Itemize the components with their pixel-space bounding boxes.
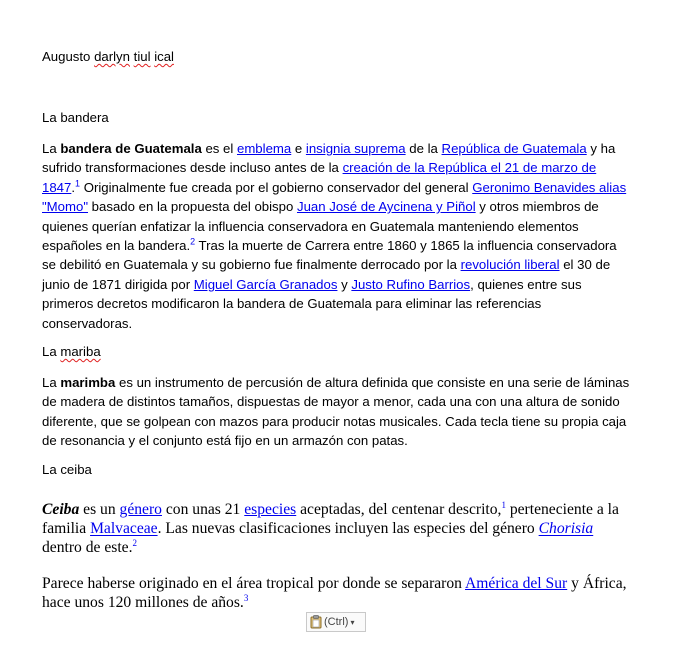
heading-mariba: La mariba [42, 344, 101, 359]
author-surname2-squiggle: ical [154, 49, 174, 64]
author-first-name: Augusto [42, 49, 95, 64]
link-aycinena[interactable]: Juan José de Aycinena y Piñol [296, 199, 476, 215]
footnote-ref[interactable]: 2 [132, 538, 137, 549]
footnote-ref[interactable]: 1 [75, 178, 81, 189]
paragraph-bandera: La bandera de Guatemala es el emblema e insignia suprema de la República de Guatemala y ha sufrido transformaciones desde incluso antes de la creación de la República el 21 de marzo de 1847.$^1$ Originalmente fue creada por el gobierno conservador del general Geronimo Benavides alias "Momo" basado en la propuesta del obispo Juan José de Aycinena y Piñol y otros miembros de quienes querían enfatizar la influencia conservadora en Guatemala manteniendo elementos españoles en la bandera.$^2$ Tras la muerte de Carrera entre 1860 y 1865 la influencia conservadora se debilitó en Guatemala y su gobierno fue finalmente derrocado por la revolución liberal el 30 de junio de 1871 dirigida por Miguel García Granados y Justo Rufino Barrios, quienes entre sus primeros decretos modificaron la bandera de Guatemala para eliminar las referencias conservadoras. [42, 141, 627, 331]
paragraph-origin: Parece haberse originado en el área tropical por donde se separaron América del Sur y África, hace unos 120 millones de años.$^3$ [42, 575, 627, 612]
footnote-ref[interactable]: 2 [190, 236, 196, 247]
link-benavides[interactable]: Geronimo Benavides alias "Momo" [42, 179, 627, 215]
author-line [42, 47, 642, 66]
link-genero[interactable]: género [119, 501, 162, 518]
paste-options-label: (Ctrl) [324, 616, 349, 628]
misspelled-word: mariba [60, 344, 101, 359]
link-especies[interactable]: especies [244, 501, 297, 518]
bold-term: bandera de Guatemala [60, 141, 202, 156]
link-insignia[interactable]: insignia suprema [305, 141, 406, 156]
link-barrios[interactable]: Justo Rufino Barrios [351, 276, 471, 292]
paragraph-ceiba: Ceiba es un género con unas 21 especies aceptadas, del centenar descrito,$^1$ perteneciente a la familia Malvaceae. Las nuevas clasificaciones incluyen las especies del género Chorisia dentro de este.$^2$ [42, 499, 619, 557]
heading-ceiba: La ceiba [42, 462, 92, 477]
paste-options-button[interactable] [306, 612, 366, 632]
heading-bandera: La bandera [42, 110, 109, 125]
link-emblema[interactable]: emblema [236, 141, 292, 156]
link-america-del-sur[interactable]: América del Sur [465, 575, 568, 592]
link-garcia-granados[interactable]: Miguel García Granados [193, 276, 338, 292]
chevron-down-icon: ▾ [350, 617, 355, 627]
footnote-ref[interactable]: 3 [243, 593, 249, 604]
footnote-ref[interactable]: 1 [501, 499, 506, 510]
link-republica[interactable]: República de Guatemala [441, 141, 587, 156]
paragraph-marimba: La marimba es un instrumento de percusión de altura definida que consiste en una serie de láminas de madera de distintos tamaños, dispuestas de mayor a menor, cada una con una altura de sonido diferente, que se golpean con mazos para producir notas musicales. Cada tecla tiene su propia caja de resonancia y el conjunto está fijo en un armazón con patas. [42, 375, 630, 449]
link-chorisia[interactable]: Chorisia [538, 520, 594, 538]
clipboard-icon [310, 615, 322, 629]
author-surname-squiggle: tiul [133, 49, 151, 64]
link-revolucion[interactable]: revolución liberal [460, 257, 560, 273]
link-creacion[interactable]: creación de la República el 21 de marzo de 1847 [42, 160, 597, 195]
author-name-squiggle: darlyn [94, 49, 130, 64]
italic-bold-term: Ceiba [42, 501, 80, 518]
link-malvaceae[interactable]: Malvaceae [90, 520, 158, 538]
bold-term: marimba [60, 375, 116, 390]
